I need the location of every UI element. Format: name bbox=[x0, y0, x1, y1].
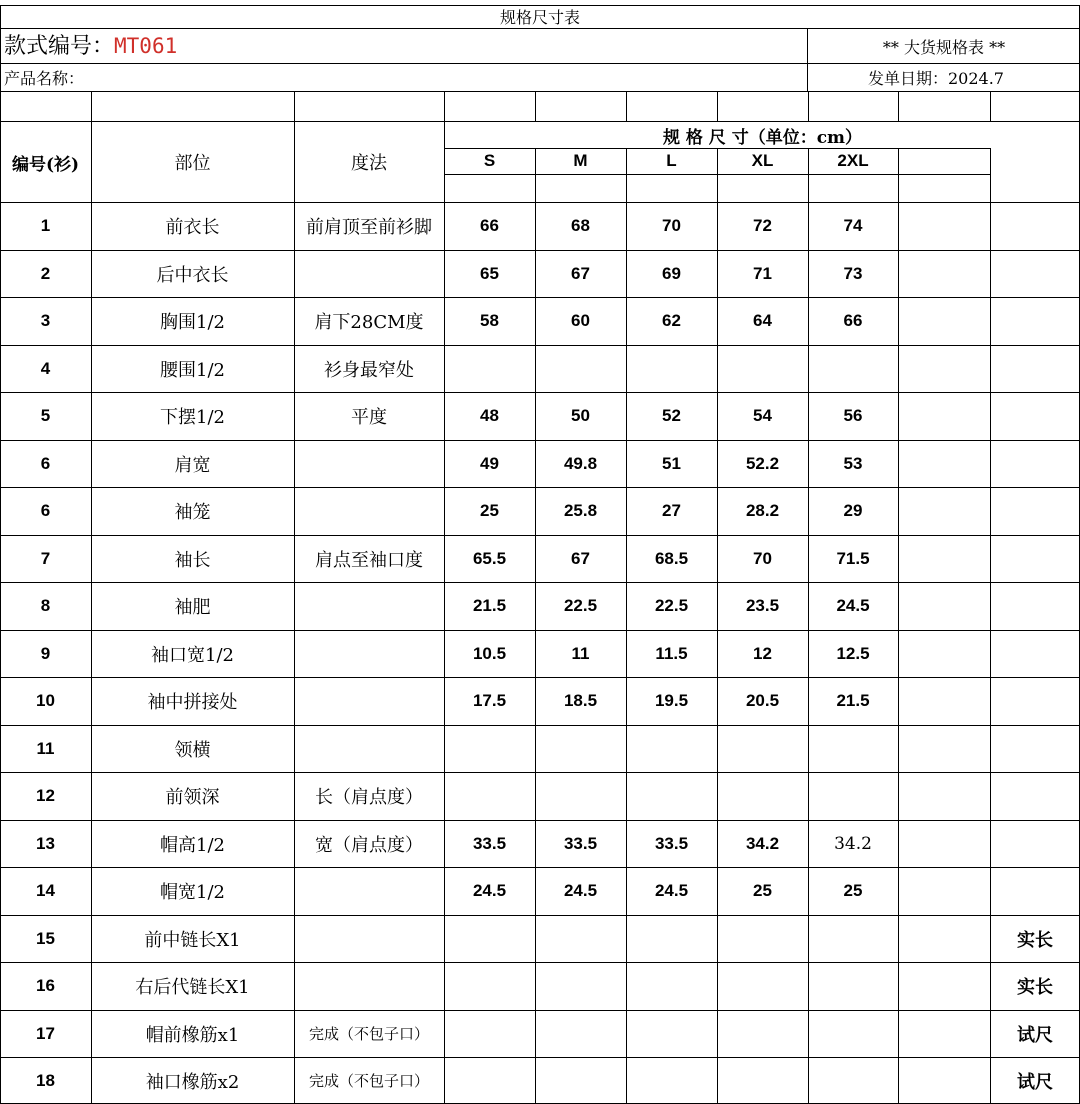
size-value-xl: 70 bbox=[753, 548, 772, 568]
row-note: 实长 bbox=[1017, 929, 1053, 951]
style-number-label bbox=[4, 36, 177, 58]
grid-line bbox=[0, 440, 1080, 441]
size-value-xl: 23.5 bbox=[745, 596, 780, 615]
row-part: 袖笼 bbox=[174, 502, 211, 523]
size-value-2xl: 24.5 bbox=[836, 596, 870, 615]
size-value-xl bbox=[717, 1010, 808, 1057]
size-value-s bbox=[444, 1057, 535, 1104]
size-value-m: 67 bbox=[571, 548, 590, 568]
row-note bbox=[990, 535, 1080, 582]
row-note: 试尺 bbox=[1017, 1024, 1053, 1046]
size-value-m bbox=[535, 915, 626, 962]
row-part: 后中衣长 bbox=[156, 264, 229, 286]
row-part: 腰围1/2 bbox=[160, 359, 225, 381]
row-method: 衫身最窄处 bbox=[324, 359, 414, 381]
column-header-size-group: 规 格 尺 寸（单位：cm） bbox=[662, 127, 863, 148]
size-value-l: 33.5 bbox=[654, 833, 689, 853]
size-value-s bbox=[444, 1010, 535, 1057]
row-note bbox=[990, 202, 1080, 250]
grid-line bbox=[294, 121, 295, 1104]
grid-line bbox=[0, 725, 1080, 726]
row-part: 肩宽 bbox=[174, 454, 211, 476]
row-note bbox=[990, 582, 1080, 630]
grid-line bbox=[0, 392, 1080, 393]
row-part: 袖口橡筋x2 bbox=[145, 1071, 240, 1093]
grid-line bbox=[91, 91, 92, 121]
grid-line bbox=[0, 867, 1080, 868]
row-number: 9 bbox=[40, 643, 51, 663]
row-number: 11 bbox=[36, 738, 55, 758]
size-value-l: 62 bbox=[662, 311, 681, 330]
size-value-s: 17.5 bbox=[472, 691, 507, 710]
size-value-xl: 12 bbox=[753, 643, 772, 663]
grid-line bbox=[0, 582, 1080, 583]
row-note bbox=[990, 820, 1080, 867]
row-method: 肩下28CM度 bbox=[314, 312, 424, 333]
column-header-number: 编号(衫) bbox=[11, 154, 80, 175]
column-header-method: 度法 bbox=[351, 153, 387, 174]
grid-line bbox=[717, 91, 718, 121]
grid-line bbox=[0, 91, 1080, 92]
size-value-xl: 20.5 bbox=[745, 691, 780, 710]
row-method: 长（肩点度） bbox=[315, 787, 423, 808]
row-number: 7 bbox=[40, 548, 51, 568]
row-number: 15 bbox=[36, 928, 55, 948]
issue-date: 发单日期：2024.7 bbox=[868, 69, 1004, 88]
row-number: 5 bbox=[40, 406, 51, 425]
product-name-label: 产品名称： bbox=[4, 69, 85, 88]
row-method bbox=[294, 487, 444, 535]
size-value-s: 33.5 bbox=[472, 833, 507, 853]
style-number-caption: 款式编号： bbox=[4, 34, 115, 59]
row-method bbox=[294, 440, 444, 487]
size-value-m: 67 bbox=[571, 263, 590, 283]
size-value-xl: 54 bbox=[753, 406, 772, 425]
grid-line bbox=[990, 91, 991, 121]
grid-line bbox=[0, 345, 1080, 346]
row-note bbox=[990, 487, 1080, 535]
row-part: 胸围1/2 bbox=[160, 312, 225, 333]
row-number: 10 bbox=[36, 691, 55, 710]
grid-line bbox=[0, 677, 1080, 678]
size-header-2xl: 2XL bbox=[837, 151, 869, 170]
row-part: 袖长 bbox=[174, 549, 211, 571]
row-part: 前领深 bbox=[165, 787, 220, 808]
grid-line bbox=[0, 121, 1080, 122]
size-value-s bbox=[444, 725, 535, 772]
grid-line bbox=[0, 297, 1080, 298]
row-method: 平度 bbox=[351, 407, 387, 428]
grid-line bbox=[0, 962, 1080, 963]
row-note bbox=[990, 630, 1080, 677]
grid-line bbox=[807, 28, 808, 91]
size-value-s: 49 bbox=[480, 453, 499, 473]
row-method: 完成（不包子口） bbox=[308, 1072, 429, 1090]
size-value-s: 66 bbox=[480, 216, 499, 235]
size-value-m: 18.5 bbox=[563, 691, 598, 710]
size-header-s: S bbox=[483, 151, 496, 170]
size-value-2xl: 34.2 bbox=[834, 833, 872, 854]
size-value-xl bbox=[717, 345, 808, 392]
size-header-xl: XL bbox=[751, 151, 774, 170]
size-value-2xl bbox=[808, 345, 898, 392]
size-value-l bbox=[626, 1010, 717, 1057]
size-value-s: 58 bbox=[480, 311, 499, 330]
row-part: 袖中拼接处 bbox=[147, 692, 238, 713]
size-value-l: 51 bbox=[662, 453, 681, 473]
size-value-2xl bbox=[808, 1057, 898, 1104]
row-note bbox=[990, 345, 1080, 392]
size-value-2xl: 21.5 bbox=[836, 691, 870, 710]
grid-line bbox=[0, 5, 1, 1104]
row-method bbox=[294, 582, 444, 630]
row-note bbox=[990, 867, 1080, 915]
grid-line bbox=[0, 5, 1080, 6]
size-value-m: 60 bbox=[571, 311, 590, 330]
size-value-xl bbox=[717, 772, 808, 820]
size-value-xl bbox=[717, 725, 808, 772]
size-value-s: 65 bbox=[480, 263, 499, 283]
size-value-s: 10.5 bbox=[472, 643, 507, 663]
size-value-s: 25 bbox=[480, 501, 499, 520]
row-method: 肩点至袖口度 bbox=[315, 549, 423, 571]
size-value-2xl: 25 bbox=[843, 881, 863, 900]
row-part: 下摆1/2 bbox=[160, 407, 225, 428]
row-method bbox=[294, 630, 444, 677]
row-note: 实长 bbox=[1017, 977, 1053, 998]
row-method: 前肩顶至前衫脚 bbox=[306, 217, 432, 238]
row-method bbox=[294, 677, 444, 725]
row-part: 帽前橡筋x1 bbox=[145, 1024, 240, 1046]
grid-line bbox=[626, 148, 627, 1104]
grid-line bbox=[626, 91, 627, 121]
size-value-s: 24.5 bbox=[472, 881, 507, 900]
row-note: 试尺 bbox=[1017, 1071, 1053, 1093]
size-value-s bbox=[444, 962, 535, 1010]
size-value-l: 24.5 bbox=[654, 881, 689, 900]
size-value-m bbox=[535, 1057, 626, 1104]
size-value-2xl: 12.5 bbox=[836, 643, 870, 663]
size-value-l: 22.5 bbox=[654, 596, 689, 615]
size-value-l bbox=[626, 1057, 717, 1104]
column-header-part: 部位 bbox=[174, 153, 211, 174]
row-note bbox=[990, 677, 1080, 725]
row-part: 领横 bbox=[174, 739, 211, 761]
size-value-m bbox=[535, 725, 626, 772]
grid-line bbox=[444, 91, 445, 121]
row-note bbox=[990, 440, 1080, 487]
size-value-m bbox=[535, 962, 626, 1010]
row-number: 14 bbox=[36, 881, 55, 900]
row-note bbox=[990, 250, 1080, 297]
size-value-s: 65.5 bbox=[472, 548, 507, 568]
size-value-xl: 72 bbox=[753, 216, 772, 235]
size-value-xl: 25 bbox=[753, 881, 772, 900]
size-value-m: 25.8 bbox=[563, 501, 598, 520]
size-value-2xl: 53 bbox=[843, 453, 863, 473]
size-value-l: 19.5 bbox=[654, 691, 689, 710]
size-value-m bbox=[535, 345, 626, 392]
grid-line bbox=[898, 148, 899, 1104]
row-number: 6 bbox=[40, 453, 51, 473]
size-value-l: 69 bbox=[662, 263, 681, 283]
size-value-2xl: 74 bbox=[843, 216, 863, 235]
size-value-xl: 28.2 bbox=[745, 501, 780, 520]
grid-line bbox=[91, 121, 92, 1104]
size-value-m: 22.5 bbox=[563, 596, 598, 615]
grid-line bbox=[0, 28, 1080, 29]
grid-line bbox=[990, 148, 991, 1104]
row-number: 3 bbox=[40, 311, 51, 330]
grid-line bbox=[0, 915, 1080, 916]
row-method bbox=[294, 867, 444, 915]
size-value-xl: 34.2 bbox=[745, 833, 780, 853]
grid-line bbox=[0, 487, 1080, 488]
row-note bbox=[990, 392, 1080, 440]
row-part: 前中链长X1 bbox=[144, 929, 241, 951]
size-value-s: 48 bbox=[480, 406, 499, 425]
row-method bbox=[294, 915, 444, 962]
row-part: 右后代链长X1 bbox=[135, 977, 250, 998]
size-value-l bbox=[626, 772, 717, 820]
size-value-2xl bbox=[808, 772, 898, 820]
row-method: 完成（不包子口） bbox=[308, 1025, 429, 1043]
row-number: 12 bbox=[36, 786, 55, 805]
grid-line bbox=[0, 63, 1080, 64]
grid-line bbox=[0, 1010, 1080, 1011]
size-value-m: 68 bbox=[571, 216, 590, 235]
row-note bbox=[990, 772, 1080, 820]
row-note bbox=[990, 725, 1080, 772]
size-value-2xl: 29 bbox=[843, 501, 863, 520]
row-part: 袖肥 bbox=[174, 597, 211, 618]
row-number: 2 bbox=[40, 263, 51, 283]
size-value-m bbox=[535, 772, 626, 820]
row-method bbox=[294, 962, 444, 1010]
row-number: 1 bbox=[40, 216, 51, 235]
size-value-s bbox=[444, 915, 535, 962]
row-method: 宽（肩点度） bbox=[315, 834, 423, 856]
row-part: 帽高1/2 bbox=[160, 834, 225, 856]
row-part: 帽宽1/2 bbox=[160, 882, 225, 903]
grid-line bbox=[0, 630, 1080, 631]
size-value-s bbox=[444, 345, 535, 392]
size-value-xl bbox=[717, 962, 808, 1010]
size-value-l: 52 bbox=[662, 406, 681, 425]
size-value-m: 49.8 bbox=[563, 453, 598, 473]
row-number: 17 bbox=[36, 1023, 55, 1043]
size-value-2xl: 56 bbox=[843, 406, 863, 425]
row-number: 8 bbox=[40, 596, 51, 615]
row-number: 13 bbox=[36, 833, 55, 853]
grid-line bbox=[0, 820, 1080, 821]
size-value-l: 68.5 bbox=[654, 548, 689, 568]
grid-line bbox=[535, 148, 536, 1104]
grid-line bbox=[717, 148, 718, 1104]
size-header-m: M bbox=[573, 151, 588, 170]
size-value-xl: 71 bbox=[753, 263, 772, 283]
size-value-m: 24.5 bbox=[563, 881, 598, 900]
size-value-2xl: 66 bbox=[843, 311, 863, 330]
size-value-2xl bbox=[808, 1010, 898, 1057]
grid-line bbox=[808, 91, 809, 121]
size-value-2xl bbox=[808, 915, 898, 962]
row-part: 袖口宽1/2 bbox=[151, 644, 234, 666]
grid-line bbox=[294, 91, 295, 121]
size-value-2xl bbox=[808, 725, 898, 772]
row-method bbox=[294, 725, 444, 772]
grid-line bbox=[0, 250, 1080, 251]
spec-type-label: ** 大货规格表 ** bbox=[882, 37, 1006, 57]
size-value-2xl: 73 bbox=[843, 263, 863, 283]
size-header-l: L bbox=[666, 151, 677, 170]
grid-line bbox=[535, 91, 536, 121]
grid-line bbox=[808, 148, 809, 1104]
row-number: 18 bbox=[36, 1070, 55, 1090]
grid-line bbox=[444, 121, 445, 1104]
size-value-l bbox=[626, 725, 717, 772]
grid-line bbox=[0, 535, 1080, 536]
size-value-l bbox=[626, 915, 717, 962]
size-value-m: 11 bbox=[571, 643, 590, 663]
row-number: 6 bbox=[40, 501, 51, 520]
sheet-title: 规格尺寸表 bbox=[499, 7, 580, 27]
row-number: 4 bbox=[40, 358, 51, 378]
size-value-s bbox=[444, 772, 535, 820]
size-value-xl bbox=[717, 1057, 808, 1104]
size-value-m: 50 bbox=[571, 406, 590, 425]
size-value-l: 11.5 bbox=[655, 643, 688, 663]
style-number-value: MT061 bbox=[114, 34, 178, 58]
size-value-l: 70 bbox=[662, 216, 681, 235]
size-value-2xl: 71.5 bbox=[836, 548, 870, 568]
size-value-xl: 64 bbox=[753, 311, 772, 330]
size-value-xl: 52.2 bbox=[745, 453, 780, 473]
size-value-m bbox=[535, 1010, 626, 1057]
row-method bbox=[294, 250, 444, 297]
size-value-l bbox=[626, 962, 717, 1010]
row-note bbox=[990, 297, 1080, 345]
size-value-l bbox=[626, 345, 717, 392]
size-value-l: 27 bbox=[662, 501, 681, 520]
grid-line bbox=[0, 772, 1080, 773]
row-part: 前衣长 bbox=[165, 217, 220, 238]
grid-line bbox=[0, 1057, 1080, 1058]
grid-line bbox=[898, 91, 899, 121]
grid-line bbox=[0, 202, 1080, 203]
size-value-xl bbox=[717, 915, 808, 962]
row-number: 16 bbox=[36, 976, 55, 995]
size-value-s: 21.5 bbox=[472, 596, 507, 615]
size-value-m: 33.5 bbox=[563, 833, 598, 853]
size-value-2xl bbox=[808, 962, 898, 1010]
